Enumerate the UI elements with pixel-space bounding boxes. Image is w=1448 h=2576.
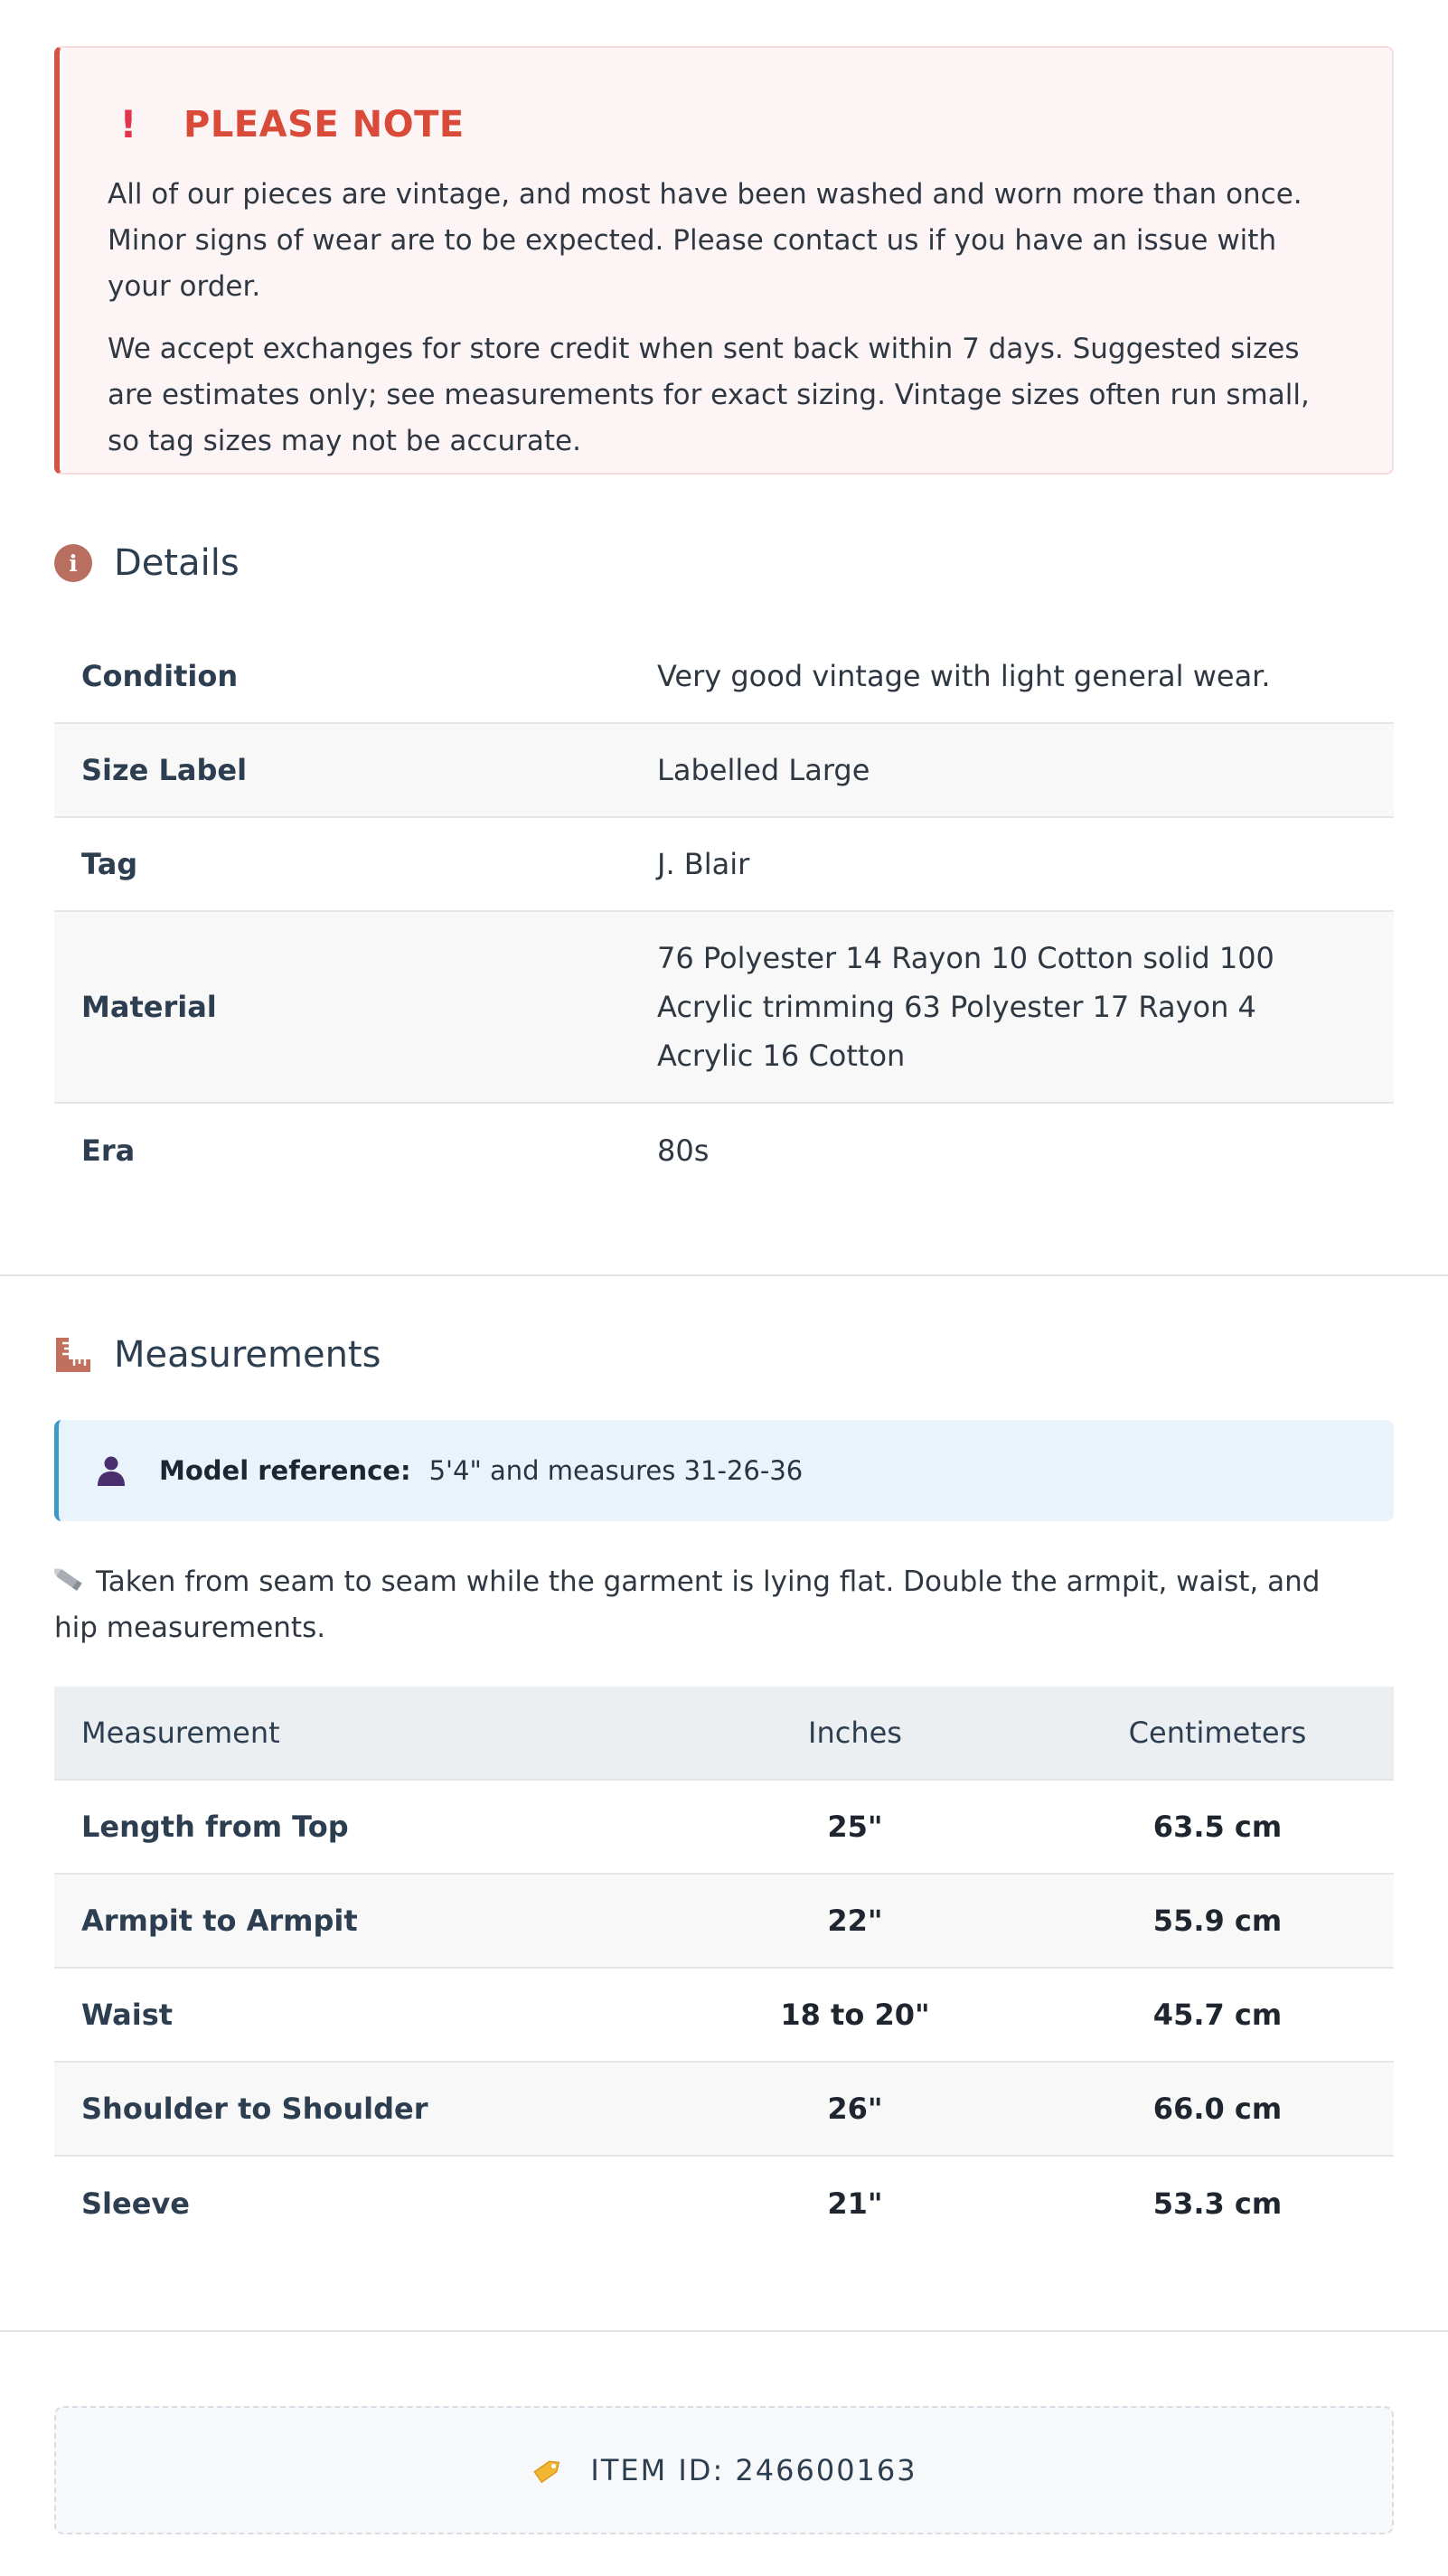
item-id-box [54, 2406, 1394, 2534]
measurement-centimeters: 45.7 cm [1152, 1998, 1283, 2032]
details-label: Era [81, 1133, 136, 1168]
details-row [54, 818, 1394, 912]
details-row [54, 724, 1394, 818]
measurement-name: Length from Top [81, 1810, 349, 1844]
exclamation-icon: ! [119, 102, 137, 146]
measuring-note-text: Taken from seam to seam while the garment is lying flat. Double the armpit, waist, and hip measurements. [54, 1565, 1321, 1644]
column-header-inches: Inches [808, 1716, 902, 1750]
column-header-measurement: Measurement [81, 1716, 280, 1750]
measurement-inches: 18 to 20" [780, 1998, 930, 2032]
note-paragraph: All of our pieces are vintage, and most have been washed and worn more than once. Minor signs of wear are to be expected. Please contact us if you have an issue with your order. [108, 178, 1302, 303]
measurements-heading [54, 1334, 381, 1376]
table-row [54, 1969, 1394, 2063]
table-row [54, 2157, 1394, 2251]
details-value: J. Blair [657, 847, 750, 881]
measurement-centimeters: 66.0 cm [1152, 2092, 1283, 2126]
measurement-inches: 21" [827, 2186, 883, 2221]
measurement-inches: 26" [827, 2092, 883, 2126]
details-title: Details [114, 542, 240, 584]
measurement-name: Sleeve [81, 2186, 190, 2221]
model-reference-value: 5'4" and measures 31-26-36 [428, 1455, 804, 1486]
details-row [54, 630, 1394, 724]
measurement-inches: 25" [827, 1810, 883, 1844]
measurement-inches: 22" [827, 1904, 883, 1938]
details-value: 80s [657, 1133, 710, 1168]
details-value: Labelled Large [657, 753, 870, 787]
measurement-centimeters: 53.3 cm [1152, 2186, 1283, 2221]
section-divider [0, 1274, 1448, 1276]
measurements-title: Measurements [114, 1334, 381, 1376]
measurements-table [54, 1687, 1394, 2251]
measurement-name: Armpit to Armpit [81, 1904, 358, 1938]
item-id-label: ITEM ID: 246600163 [590, 2453, 917, 2487]
info-icon: i [54, 544, 92, 582]
model-reference-callout [54, 1420, 1394, 1521]
details-heading [54, 542, 240, 584]
tag-icon [531, 2453, 565, 2487]
ruler-icon [54, 1336, 92, 1374]
table-row [54, 1781, 1394, 1875]
section-divider [0, 2330, 1448, 2332]
measurement-centimeters: 63.5 cm [1152, 1810, 1283, 1844]
details-label: Material [81, 990, 217, 1024]
please-note-header [108, 98, 1347, 152]
measurement-name: Shoulder to Shoulder [81, 2092, 428, 2126]
please-note-title: PLEASE NOTE [183, 104, 465, 146]
model-reference-label: Model reference: [159, 1455, 411, 1486]
measurement-name: Waist [81, 1998, 174, 2032]
table-row [54, 1875, 1394, 1969]
person-icon [95, 1454, 127, 1487]
column-header-centimeters: Centimeters [1128, 1716, 1307, 1750]
measurement-centimeters: 55.9 cm [1152, 1904, 1283, 1938]
details-label: Tag [81, 847, 138, 881]
details-row [54, 1104, 1394, 1198]
details-value: Very good vintage with light general wear. [657, 659, 1271, 693]
note-paragraph: We accept exchanges for store credit when sent back within 7 days. Suggested sizes are estimates only; see measurements for exact sizing. Vintage sizes often run small, so tag sizes may not be accurate. [108, 333, 1310, 457]
please-note-box [54, 46, 1394, 475]
table-row [54, 2063, 1394, 2157]
measuring-note [54, 1559, 1338, 1651]
details-value: 76 Polyester 14 Rayon 10 Cotton solid 100 Acrylic trimming 63 Polyester 17 Rayon 4 Acrylic 16 Cotton [657, 941, 1274, 1073]
details-label: Condition [81, 659, 239, 693]
table-header-row [54, 1687, 1394, 1781]
pencil-icon [54, 1567, 87, 1594]
details-label: Size Label [81, 753, 248, 787]
details-row [54, 912, 1394, 1104]
details-table [54, 630, 1394, 1198]
